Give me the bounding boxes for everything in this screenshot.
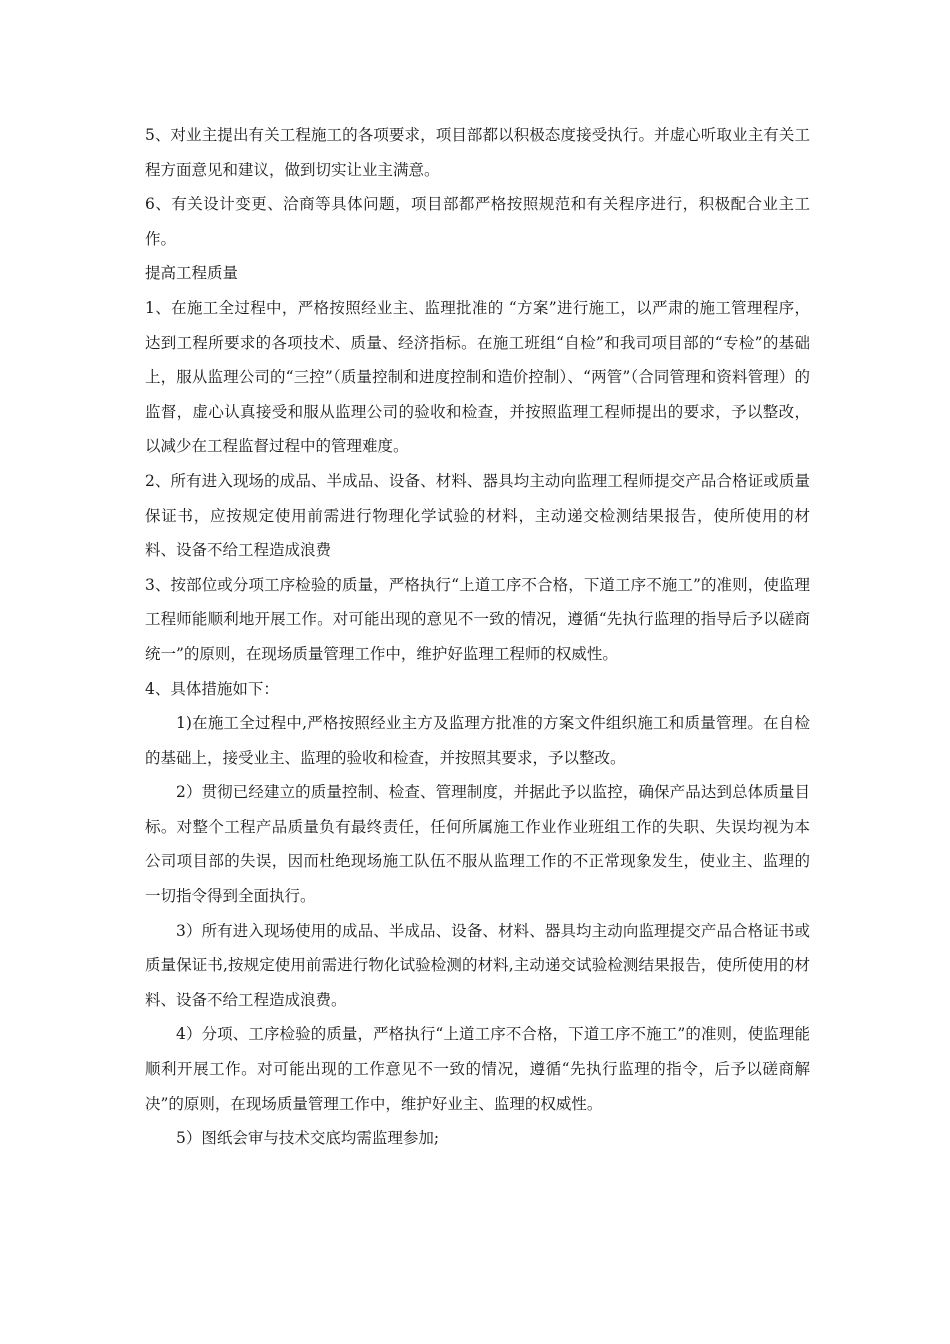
measure-item-3: 3）所有进入现场使用的成品、半成品、设备、材料、器具均主动向监理提交产品合格证书或质量保证书,按规定使用前需进行物化试验检测的材料,主动递交试验检测结果报告，使所使用的材料、设备不给工程造成浪费。	[145, 921, 810, 1009]
measure-item-5: 5）图纸会审与技术交底均需监理参加;	[176, 1129, 440, 1148]
paragraph-quality-2: 2、所有进入现场的成品、半成品、设备、材料、器具均主动向监理工程师提交产品合格证或质量保证书，应按规定使用前需进行物理化学试验的材料，主动递交检测结果报告，使所使用的材料、设备不给工程造成浪费	[145, 471, 810, 560]
measure-item-2: 2）贯彻已经建立的质量控制、检查、管理制度，并据此予以监控，确保产品达到总体质量目标。对整个工程产品质量负有最终责任，任何所属施工作业作业班组工作的失职、失误均视为本公司项目部的失误，因而杜绝现场施工队伍不服从监理工作的不正常现象发生，使业主、监理的一切指令得到全面执行。	[145, 783, 810, 906]
document-body	[145, 118, 810, 1156]
paragraph-quality-1: 1、在施工全过程中，严格按照经业主、监理批准的 “方案”进行施工，以严肃的施工管理程序，达到工程所要求的各项技术、质量、经济指标。在施工班组“自检”和我司项目部的“专检”的基础上，服从监理公司的“三控”（质量控制和进度控制和造价控制）、“两管”（合同管理和资料管理）的监督，虚心认真接受和服从监理公司的验收和检查，并按照监理工程师提出的要求，予以整改，以减少在工程监督过程中的管理难度。	[145, 298, 810, 456]
paragraph-quality-3: 3、按部位或分项工序检验的质量，严格执行“上道工序不合格，下道工序不施工”的准则，使监理工程师能顺利地开展工作。对可能出现的意见不一致的情况，遵循“先执行监理的指导后予以磋商统一”的原则，在现场质量管理工作中，维护好监理工程师的权威性。	[145, 575, 810, 663]
paragraph-quality-4: 4、具体措施如下：	[145, 679, 279, 698]
measure-item-4: 4）分项、工序检验的质量，严格执行“上道工序不合格，下道工序不施工”的准则，使监理能顺利开展工作。对可能出现的工作意见不一致的情况，遵循“先执行监理的指令，后予以磋商解决”的原则，在现场质量管理工作中，维护好业主、监理的权威性。	[145, 1025, 810, 1113]
paragraph-item-5-requirements: 5、对业主提出有关工程施工的各项要求，项目部都以积极态度接受执行。并虚心听取业主有关工程方面意见和建议，做到切实让业主满意。	[145, 126, 810, 179]
measure-item-1: 1)在施工全过程中,严格按照经业主方及监理方批准的方案文件组织施工和质量管理。在自检的基础上，接受业主、监理的验收和检查，并按照其要求，予以整改。	[145, 714, 810, 767]
paragraph-item-6-design-changes: 6、有关设计变更、洽商等具体问题，项目部都严格按照规范和有关程序进行，积极配合业主工作。	[145, 195, 810, 248]
section-heading-quality: 提高工程质量	[145, 264, 239, 283]
